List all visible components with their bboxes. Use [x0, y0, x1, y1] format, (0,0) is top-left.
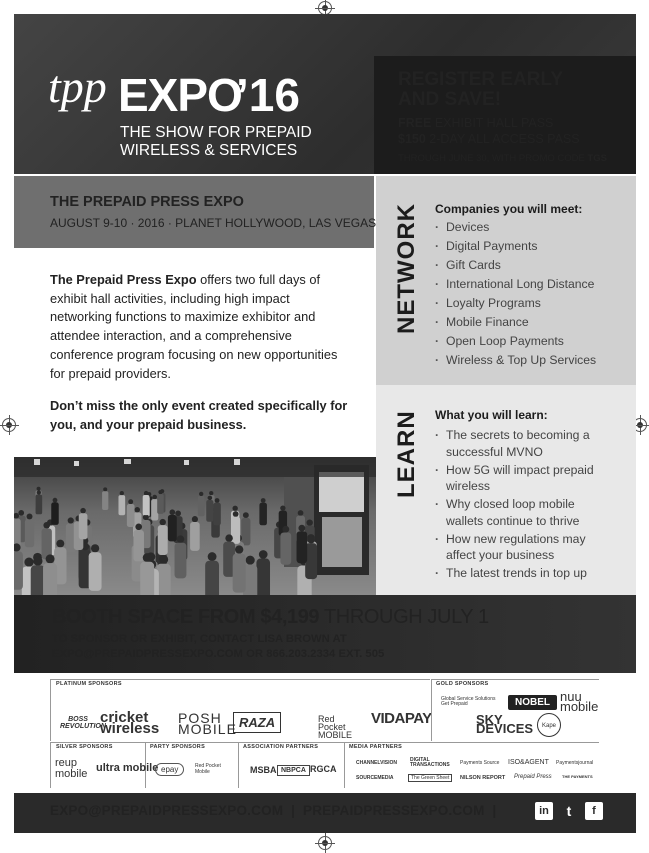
crowd-person-head: [298, 525, 305, 532]
crowd-person-head: [298, 510, 304, 516]
crowd-person-head: [135, 507, 140, 512]
logo-raza: RAZA: [233, 712, 281, 733]
promo-note-text: THROUGH JUNE 30, WITH PROMO CODE: [398, 153, 588, 164]
crowd-person-head: [175, 511, 181, 517]
crowd-person-head: [43, 522, 50, 529]
crowd-person-head: [243, 512, 249, 518]
facebook-icon[interactable]: f: [585, 802, 603, 820]
twitter-icon[interactable]: t: [566, 803, 572, 819]
event-title: THE PREPAID PRESS EXPO: [50, 194, 244, 210]
booth-contact-line-2: EXPO@PREPAIDPRESSEXPO.COM OR 866.203.2334 EXT. 505: [52, 648, 385, 660]
crowd-person-head: [37, 487, 41, 491]
network-subheading: Companies you will meet:: [435, 202, 583, 216]
crowd-person-body: [297, 531, 308, 563]
crowd-person-head: [192, 516, 198, 522]
list-item: · Loyalty Programs: [435, 294, 596, 313]
crowd-person-body: [118, 495, 125, 515]
learn-subheading: What you will learn:: [435, 408, 548, 422]
crowd-person-body: [51, 502, 58, 524]
logo-nuu-mobile: nuu mobile: [560, 689, 599, 714]
logo-boss-revolution: BOSS REVOLUTION: [60, 716, 106, 730]
list-item: · Why closed loop mobile wallets continue to thrive: [435, 496, 615, 529]
logo-rgca: RGCA: [310, 764, 337, 774]
crowd-person-head: [68, 517, 74, 523]
list-item: · Wireless & Top Up Services: [435, 351, 596, 370]
crowd-person-head: [232, 506, 237, 511]
list-item: · Open Loop Payments: [435, 332, 596, 351]
crowd-person-body: [175, 543, 187, 579]
crowd-person-body: [213, 503, 221, 526]
expo-crowd-photo: [14, 457, 376, 595]
logo-channelvision: CHANNELVISION: [356, 760, 398, 766]
logo-kape: Kape: [537, 713, 561, 737]
crowd-person-body: [31, 565, 45, 595]
crowd-person-head: [33, 557, 42, 566]
crowd-person-body: [127, 504, 135, 527]
list-item: · Gift Cards: [435, 256, 596, 275]
logo-expo: EXPO: [118, 69, 242, 121]
promo-note: [398, 153, 607, 164]
crowd-person-head: [144, 491, 148, 495]
logo-reup-mobile: reup mobile: [55, 757, 88, 780]
crowd-person-head: [18, 510, 24, 516]
crowd-person-head: [225, 534, 233, 542]
learn-heading-vertical: LEARN: [393, 410, 420, 498]
crowd-person-head: [235, 545, 243, 553]
crowd-person-head: [24, 558, 33, 567]
logo-the-payments: THE PAYMENTS: [562, 774, 593, 779]
crowd-person-body: [133, 530, 143, 561]
logo-green-sheet: The Green Sheet: [408, 774, 452, 782]
logo-epay: epay: [155, 763, 184, 776]
list-item: · Digital Payments: [435, 237, 596, 256]
crowd-person-head: [259, 550, 268, 559]
logo-sky-devices: SKY DEVICES: [476, 712, 534, 736]
logo-tpp: tpp: [48, 61, 107, 112]
logo-nobel: NOBEL: [508, 695, 557, 710]
list-item: · The secrets to becoming a successful MVNO: [435, 427, 615, 460]
crowd-person-head: [103, 487, 107, 491]
list-item: · How new regulations may affect your business: [435, 531, 615, 564]
divider: [238, 742, 239, 788]
registration-mark-top: [318, 1, 332, 15]
crowd-person-head: [143, 553, 152, 562]
crowd-person-body: [36, 494, 43, 514]
crowd-person-head: [152, 495, 157, 500]
intro-bold: The Prepaid Press Expo: [50, 272, 197, 287]
crowd-person-head: [27, 514, 33, 520]
crowd-person-head: [199, 492, 203, 496]
crowd-person-head: [159, 555, 168, 564]
crowd-person-head: [120, 491, 124, 495]
footer-contact[interactable]: EXPO@PREPAIDPRESSEXPO.COM | PREPAIDPRESSEXPO.COM |: [50, 803, 497, 818]
linkedin-icon[interactable]: in: [535, 802, 553, 820]
registration-mark-left: [2, 418, 16, 432]
logo-msba: MSBA: [250, 765, 277, 775]
crowd-person-body: [233, 554, 246, 593]
crowd-person-head: [160, 519, 166, 525]
crowd-person-head: [208, 496, 213, 501]
exhibit-pass-line: [398, 116, 553, 130]
event-date-location: AUGUST 9-10 · 2016 · PLANET HOLLYWOOD, LAS VEGAS: [50, 216, 377, 230]
crowd-person-head: [306, 519, 312, 525]
silver-sponsors-label: SILVER SPONSORS: [56, 744, 113, 750]
gold-sponsors-label: GOLD SPONSORS: [436, 681, 489, 687]
media-partners-label: MEDIA PARTNERS: [349, 744, 403, 750]
crowd-person-head: [209, 491, 213, 495]
logo-payments-journal: Paymentsjournal: [556, 760, 594, 766]
exhibit-pass-price: FREE: [398, 116, 432, 130]
crowd-person-body: [241, 518, 250, 545]
crowd-person-body: [14, 519, 21, 547]
list-item: · How 5G will impact prepaid wireless: [435, 462, 615, 495]
list-item: · Devices: [435, 218, 596, 237]
crowd-person-head: [37, 490, 41, 494]
crowd-person-head: [177, 535, 185, 543]
logo-vidapay: VIDAPAY: [371, 710, 432, 727]
all-access-pass-price: $150: [398, 132, 426, 146]
logo-ultra-mobile: ultra mobile: [96, 762, 159, 774]
logo-payments-source: Payments Source: [460, 760, 500, 766]
crowd-person-head: [261, 498, 266, 503]
booth-price-line: [52, 606, 489, 629]
crowd-photo-image: [14, 457, 376, 595]
learn-list: [435, 427, 615, 583]
platinum-sponsors-label: PLATINUM SPONSORS: [56, 681, 122, 687]
crowd-person-body: [89, 552, 102, 591]
logo-cricket-wireless: cricket wireless: [100, 709, 160, 737]
logo-prepaid-press: Prepaid Press: [514, 774, 552, 780]
tagline: THE SHOW FOR PREPAID WIRELESS & SERVICES: [120, 124, 312, 159]
crowd-person-body: [157, 494, 164, 514]
crowd-person-body: [79, 513, 88, 539]
crowd-person-head: [169, 509, 175, 515]
crowd-person-head: [208, 552, 217, 561]
crowd-person-body: [168, 515, 177, 542]
intro-paragraph: [50, 271, 350, 383]
crowd-person-head: [80, 508, 86, 514]
crowd-person-body: [25, 519, 34, 547]
callout-paragraph: Don’t miss the only event created specifically for you, and your prepaid business.: [50, 398, 348, 432]
crowd-person-body: [102, 491, 108, 510]
list-item: · International Long Distance: [435, 275, 596, 294]
crowd-person-body: [43, 563, 57, 595]
crowd-person-body: [158, 525, 168, 555]
crowd-person-body: [206, 500, 213, 522]
exhibit-pass-label: EXHIBIT HALL PASS: [431, 116, 554, 130]
crowd-person-head: [282, 526, 289, 533]
logo-nbpca: NBPCA: [277, 765, 310, 776]
all-access-pass-label: 2-DAY ALL ACCESS PASS: [425, 132, 580, 146]
association-partners-label: ASSOCIATION PARTNERS: [243, 744, 319, 750]
crowd-person-head: [128, 499, 133, 504]
crowd-person-body: [198, 496, 205, 516]
crowd-person-body: [190, 522, 200, 551]
crowd-person-body: [280, 532, 291, 564]
logo-posh-mobile: POSH MOBILE: [178, 710, 237, 737]
booth-contact-line-1: TO SPONSOR OR EXHIBIT, CONTACT LISA BROWN AT: [52, 633, 347, 645]
crowd-person-body: [140, 562, 154, 595]
crowd-person-body: [205, 561, 219, 595]
network-list: [435, 218, 596, 370]
list-item: · Mobile Finance: [435, 313, 596, 332]
booth-deadline: THROUGH JULY 1: [319, 606, 489, 628]
all-access-pass-line: [398, 132, 580, 146]
crowd-person-head: [246, 556, 255, 565]
crowd-person-head: [307, 536, 315, 544]
logo-nilson-report: NILSON REPORT: [460, 775, 506, 781]
list-item: · The latest trends in top up: [435, 565, 615, 582]
register-title: REGISTER EARLY AND SAVE!: [398, 69, 563, 110]
crowd-person-head: [280, 505, 285, 510]
crowd-person-body: [259, 503, 267, 526]
logo-iso-agent: ISO&AGENT: [508, 759, 549, 766]
crowd-person-head: [46, 554, 55, 563]
crowd-person-body: [14, 551, 23, 589]
registration-mark-bottom: [318, 836, 332, 850]
crowd-person-body: [256, 559, 270, 595]
crowd-person-head: [233, 511, 239, 517]
crowd-person-body: [143, 495, 150, 515]
logo-year: ’16: [236, 69, 300, 121]
logo-digital-transactions: DIGITAL TRANSACTIONS: [410, 757, 450, 768]
network-heading-vertical: NETWORK: [393, 203, 420, 334]
crowd-person-head: [56, 540, 64, 548]
logo-global-service-solutions: Global Service Solutions Get Prepaid: [441, 696, 496, 707]
promo-code: TGS: [587, 153, 608, 164]
crowd-person-head: [135, 523, 142, 530]
crowd-person-body: [231, 517, 240, 544]
logo-red-pocket-mobile: Red Pocket MOBILE: [318, 714, 353, 740]
divider: [344, 742, 345, 788]
crowd-person-head: [215, 498, 220, 503]
event-info-bar: [14, 176, 377, 248]
intro-rest: offers two full days of exhibit hall activities, including high impact networking functions to maximize exhibitor and attendee interaction, and a comprehensive conference program focusing on new opportunities for prepaid providers.: [50, 272, 338, 381]
logo-red-pocket-party: Red Pocket Mobile: [195, 763, 221, 775]
crowd-person-head: [53, 498, 58, 503]
crowd-person-head: [91, 544, 99, 552]
crowd-person-head: [158, 490, 162, 494]
booth-price: BOOTH SPACE FROM $4,199: [52, 606, 320, 628]
party-sponsors-label: PARTY SPONSORS: [150, 744, 206, 750]
logo-sourcemedia: SOURCEMEDIA: [356, 775, 394, 781]
